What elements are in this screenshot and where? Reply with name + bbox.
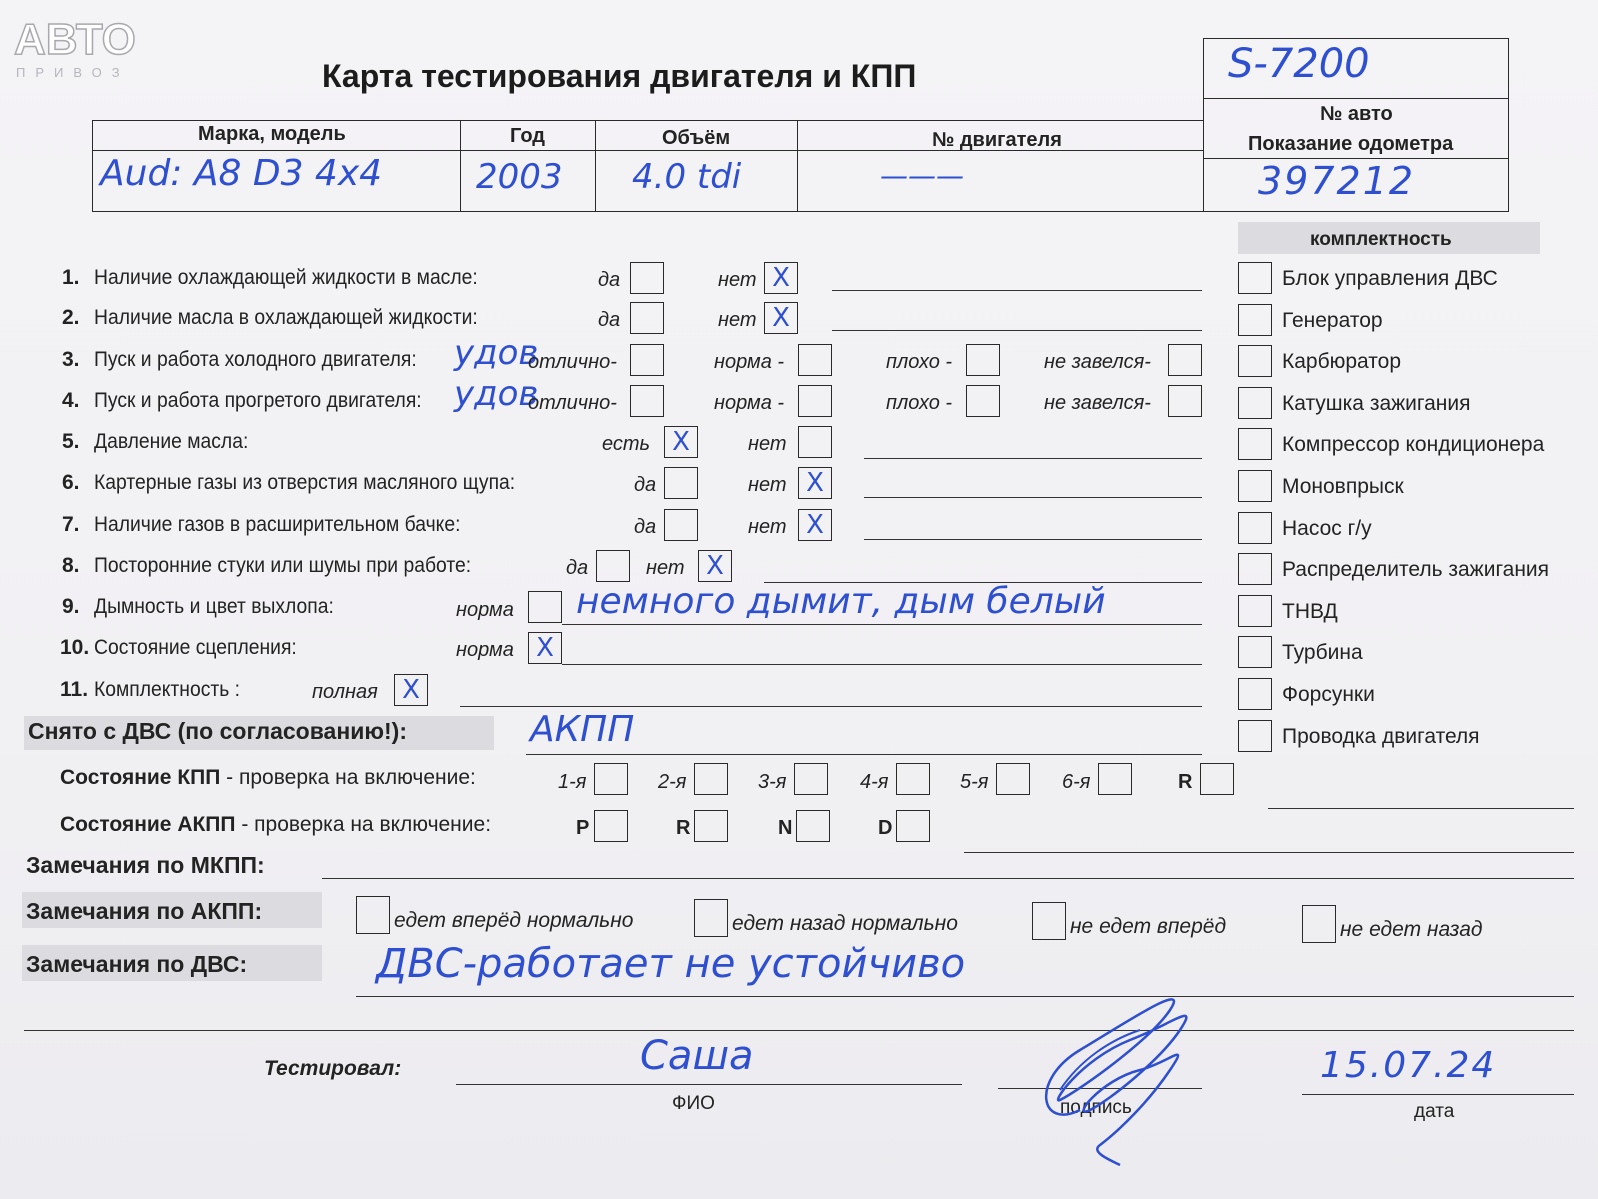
condition-handwritten[interactable]: удов: [454, 333, 539, 373]
question-number: 10.: [60, 636, 90, 659]
option-excellent-label: отлично-: [528, 351, 617, 373]
option-no-label: нет: [748, 474, 787, 496]
option-no-checkbox[interactable]: [764, 262, 798, 294]
option-yes-label: да: [598, 269, 621, 291]
col-header-engine-no: № двигателя: [932, 129, 1062, 151]
question-number: 3.: [62, 348, 80, 371]
kpp-gear-checkbox[interactable]: [794, 763, 828, 795]
mkpp-notes-label: Замечания по МКПП:: [26, 852, 265, 878]
date-handwritten[interactable]: 15.07.24: [1320, 1045, 1497, 1086]
question-number: 1.: [62, 266, 80, 289]
option-no-start-label: не завелся-: [1044, 351, 1151, 373]
kit-item-label: ТНВД: [1282, 599, 1338, 623]
option-yes-checkbox[interactable]: [664, 467, 698, 499]
option-yes-checkbox[interactable]: [630, 302, 664, 334]
check-mark-icon: X: [706, 551, 724, 581]
option-yes-label: да: [598, 309, 621, 331]
option-full-checkbox[interactable]: [394, 674, 428, 706]
odometer-value[interactable]: 397212: [1258, 159, 1416, 203]
kpp-gear-label: 1-я: [558, 771, 587, 793]
answer-line[interactable]: [864, 458, 1202, 459]
kit-checkbox[interactable]: [1238, 512, 1272, 544]
removed-value[interactable]: АКПП: [530, 709, 635, 750]
kpp-gear-checkbox[interactable]: [694, 763, 728, 795]
option-no-checkbox[interactable]: [798, 426, 832, 458]
removed-label: Снято с ДВС (по согласованию!):: [28, 718, 407, 744]
akpp-note-checkbox[interactable]: [694, 899, 728, 937]
answer-line[interactable]: [832, 290, 1202, 291]
date-label: дата: [1414, 1101, 1455, 1122]
kpp-gear-checkbox[interactable]: [1200, 763, 1234, 795]
value-engine-no[interactable]: ———: [880, 159, 964, 192]
kpp-label: Состояние КПП - проверка на включение:: [60, 766, 476, 789]
kit-item-label: Блок управления ДВС: [1282, 267, 1498, 290]
value-model[interactable]: Aud: A8 D3 4x4: [100, 153, 383, 194]
kpp-gear-label: R: [1178, 771, 1193, 793]
question-text: Наличие охлаждающей жидкости в масле:: [94, 266, 478, 289]
fio-handwritten[interactable]: Саша: [640, 1033, 754, 1079]
kit-item-label: Моновпрыск: [1282, 475, 1404, 498]
option-yes-checkbox[interactable]: [664, 426, 698, 458]
question-number: 6.: [62, 471, 80, 494]
akpp-gear-checkbox[interactable]: [796, 810, 830, 842]
kit-item-label: Компрессор кондиционера: [1282, 433, 1545, 457]
check-mark-icon: X: [402, 675, 420, 705]
question-text: Пуск и работа холодного двигателя:: [94, 348, 417, 371]
option-yes-checkbox[interactable]: [596, 550, 630, 582]
condition-handwritten[interactable]: удов: [454, 374, 539, 414]
option-excellent-label: отлично-: [528, 392, 617, 414]
question-number: 4.: [62, 389, 80, 412]
option-no-start-checkbox[interactable]: [1168, 344, 1202, 376]
question-text: Дымность и цвет выхлопа:: [94, 595, 334, 618]
option-normal-label: норма -: [714, 351, 785, 373]
akpp-gear-label: D: [878, 817, 893, 839]
kit-checkbox[interactable]: [1238, 553, 1272, 585]
car-number-label: № авто: [1320, 103, 1393, 125]
question-text: Давление масла:: [94, 430, 249, 453]
kit-item-label: Проводка двигателя: [1282, 724, 1480, 748]
question-text: Картерные газы из отверстия масляного щупа:: [94, 471, 516, 494]
value-year[interactable]: 2003: [476, 157, 563, 197]
akpp-gear-checkbox[interactable]: [694, 810, 728, 842]
exhaust-handwritten[interactable]: немного дымит, дым белый: [576, 581, 1106, 622]
akpp-gear-label: N: [778, 817, 793, 839]
option-normal-label: норма: [456, 639, 514, 661]
answer-line[interactable]: [864, 497, 1202, 498]
akpp-note-label: едет назад нормально: [732, 912, 958, 935]
kit-item-label: Распределитель зажигания: [1282, 558, 1550, 582]
option-yes-label: да: [634, 516, 657, 538]
option-normal-checkbox[interactable]: [528, 591, 562, 623]
option-bad-checkbox[interactable]: [966, 344, 1000, 376]
option-bad-label: плохо -: [886, 392, 953, 414]
option-no-label: нет: [718, 269, 757, 291]
kit-item-label: Турбина: [1282, 641, 1363, 665]
question-text: Наличие газов в расширительном бачке:: [94, 513, 461, 536]
question-text: Пуск и работа прогретого двигателя:: [94, 389, 422, 412]
option-excellent-checkbox[interactable]: [630, 385, 664, 417]
akpp-gear-checkbox[interactable]: [594, 810, 628, 842]
answer-line[interactable]: [864, 539, 1202, 540]
kpp-gear-checkbox[interactable]: [1098, 763, 1132, 795]
option-no-start-checkbox[interactable]: [1168, 385, 1202, 417]
kit-item-label: Генератор: [1282, 308, 1383, 332]
akpp-note-label: едет вперёд нормально: [394, 909, 634, 932]
kpp-gear-checkbox[interactable]: [896, 763, 930, 795]
dvs-notes-handwritten[interactable]: ДВС-работает не устойчиво: [376, 941, 966, 987]
watermark-logo: АВТО: [14, 15, 136, 64]
check-mark-icon: X: [672, 427, 690, 457]
kit-item-label: Катушка зажигания: [1282, 391, 1471, 415]
question-number: 8.: [62, 554, 80, 577]
kpp-gear-label: 3-я: [758, 771, 787, 793]
kit-checkbox[interactable]: [1238, 304, 1272, 336]
answer-line[interactable]: [460, 706, 1202, 707]
question-number: 9.: [62, 595, 80, 618]
option-yes-checkbox[interactable]: [664, 509, 698, 541]
col-header-volume: Объём: [662, 127, 731, 149]
question-text: Комплектность :: [94, 678, 241, 701]
kit-checkbox[interactable]: [1238, 470, 1272, 502]
akpp-note-checkbox[interactable]: [1302, 905, 1336, 943]
option-no-checkbox[interactable]: [698, 550, 732, 582]
car-number-handwritten[interactable]: S-7200: [1228, 41, 1370, 87]
answer-line[interactable]: [562, 664, 1202, 665]
kit-item-label: Карбюратор: [1282, 350, 1402, 374]
option-excellent-checkbox[interactable]: [630, 344, 664, 376]
kpp-gear-checkbox[interactable]: [996, 763, 1030, 795]
col-header-year: Год: [510, 125, 545, 147]
kpp-gear-label: 5-я: [960, 771, 989, 793]
col-header-model: Марка, модель: [198, 123, 346, 145]
option-full-label: полная: [312, 681, 378, 703]
option-yes-label: да: [566, 557, 589, 579]
akpp-gear-label: P: [576, 817, 590, 839]
akpp-note-checkbox[interactable]: [356, 896, 390, 934]
check-mark-icon: X: [806, 468, 824, 498]
option-normal-label: норма: [456, 599, 514, 621]
option-normal-checkbox[interactable]: [528, 632, 562, 664]
kit-checkbox[interactable]: [1238, 387, 1272, 419]
akpp-label: Состояние АКПП - проверка на включение:: [60, 813, 492, 836]
kit-title: комплектность: [1310, 229, 1452, 250]
kit-checkbox[interactable]: [1238, 678, 1272, 710]
kit-checkbox[interactable]: [1238, 428, 1272, 460]
option-no-checkbox[interactable]: [798, 509, 832, 541]
option-no-label: нет: [646, 557, 685, 579]
option-no-checkbox[interactable]: [798, 467, 832, 499]
page-title: Карта тестирования двигателя и КПП: [322, 58, 917, 94]
question-text: Посторонние стуки или шумы при работе:: [94, 554, 472, 577]
option-normal-checkbox[interactable]: [798, 385, 832, 417]
akpp-note-label: не едет назад: [1340, 918, 1483, 941]
tested-by-label: Тестировал:: [264, 1057, 402, 1080]
option-yes-label: да: [634, 474, 657, 496]
value-volume[interactable]: 4.0 tdi: [632, 157, 742, 197]
option-bad-checkbox[interactable]: [966, 385, 1000, 417]
akpp-note-label: не едет вперёд: [1070, 915, 1227, 938]
option-yes-checkbox[interactable]: [630, 262, 664, 294]
option-normal-checkbox[interactable]: [798, 344, 832, 376]
option-normal-label: норма -: [714, 392, 785, 414]
option-no-start-label: не завелся-: [1044, 392, 1151, 414]
signature-scribble: [1020, 970, 1220, 1170]
option-no-label: нет: [748, 433, 787, 455]
kpp-gear-checkbox[interactable]: [594, 763, 628, 795]
check-mark-icon: X: [772, 303, 790, 333]
option-no-label: нет: [718, 309, 757, 331]
check-mark-icon: X: [806, 510, 824, 540]
option-no-checkbox[interactable]: [764, 302, 798, 334]
akpp-gear-label: R: [676, 817, 691, 839]
kpp-gear-label: 4-я: [860, 771, 889, 793]
question-number: 5.: [62, 430, 80, 453]
option-yes-label: есть: [602, 433, 651, 455]
kit-checkbox[interactable]: [1238, 262, 1272, 294]
question-number: 2.: [62, 306, 80, 329]
question-number: 7.: [62, 513, 80, 536]
check-mark-icon: X: [772, 263, 790, 293]
watermark-subtext: ПРИВОЗ: [16, 65, 130, 80]
question-text: Наличие масла в охлаждающей жидкости:: [94, 306, 478, 329]
kpp-gear-label: 6-я: [1062, 771, 1091, 793]
kit-item-label: Насос г/у: [1282, 516, 1372, 540]
kit-item-label: Форсунки: [1282, 683, 1375, 706]
question-text: Состояние сцепления:: [94, 636, 297, 659]
dvs-notes-label: Замечания по ДВС:: [26, 951, 248, 977]
kpp-gear-label: 2-я: [658, 771, 687, 793]
question-number: 11.: [60, 678, 89, 701]
kit-checkbox[interactable]: [1238, 720, 1272, 752]
kit-checkbox[interactable]: [1238, 595, 1272, 627]
check-mark-icon: X: [536, 633, 554, 663]
odometer-label: Показание одометра: [1248, 133, 1454, 155]
option-bad-label: плохо -: [886, 351, 953, 373]
akpp-note-checkbox[interactable]: [1032, 902, 1066, 940]
akpp-notes-label: Замечания по АКПП:: [26, 898, 263, 924]
signature-label: подпись: [1060, 1097, 1132, 1118]
fio-label: ФИО: [672, 1093, 715, 1114]
akpp-gear-checkbox[interactable]: [896, 810, 930, 842]
kit-checkbox[interactable]: [1238, 345, 1272, 377]
mkpp-notes-line[interactable]: [322, 878, 1574, 879]
answer-line[interactable]: [832, 330, 1202, 331]
answer-line[interactable]: [562, 624, 1202, 625]
option-no-label: нет: [748, 516, 787, 538]
kit-checkbox[interactable]: [1238, 636, 1272, 668]
